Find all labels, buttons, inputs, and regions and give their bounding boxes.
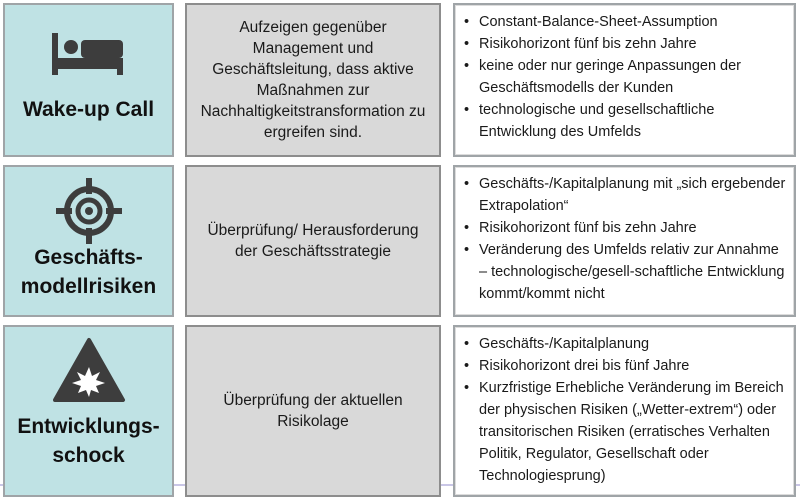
bullet-item: • technologische und gesellschaftliche Entwicklung des Umfelds	[463, 99, 788, 143]
scenario-title-line-1: Entwicklungs-	[17, 415, 160, 438]
scenario-description-cell	[185, 165, 441, 317]
scenario-title-line-2: modellrisiken	[20, 275, 157, 298]
bullet-item: • Risikohorizont fünf bis zehn Jahre	[463, 217, 788, 239]
bullet-item: • Constant-Balance-Sheet-Assumption	[463, 11, 788, 33]
scenario-row-entwicklungsschock	[0, 325, 800, 497]
bullet-list	[463, 11, 788, 143]
scenario-row-geschaeftsmodellrisiken	[0, 165, 800, 317]
target-crosshair-icon	[55, 177, 123, 245]
scenario-title-cell	[3, 165, 174, 317]
scenario-description: Überprüfung/ Herausforderung der Geschäftsstrategie	[207, 222, 419, 260]
icon-container	[5, 177, 172, 245]
scenario-bullets-cell	[453, 165, 796, 317]
bullet-item: • Geschäfts-/Kapitalplanung mit „sich ergebender Extrapolation“	[463, 173, 788, 217]
scenario-description-cell	[185, 3, 441, 157]
bed-icon	[50, 29, 128, 79]
scenario-bullets-cell	[453, 325, 796, 497]
scenario-title-cell	[3, 3, 174, 157]
scenario-description: Aufzeigen gegenüber Management und Geschäftsleitung, dass aktive Maßnahmen zur Nachhaltigkeitstransformation zu ergreifen sind.	[200, 19, 426, 141]
scenario-row-wake-up-call	[0, 3, 800, 157]
bullet-item: • Risikohorizont drei bis fünf Jahre	[463, 355, 788, 377]
scenario-title-cell	[3, 325, 174, 497]
scenario-description: Überprüfung der aktuellen Risikolage	[223, 392, 403, 430]
scenario-bullets-cell	[453, 3, 796, 157]
bullet-item: • keine oder nur geringe Anpassungen der Geschäftsmodells der Kunden	[463, 55, 788, 99]
scenario-description-cell	[185, 325, 441, 497]
bullet-item: • Geschäfts-/Kapitalplanung	[463, 333, 788, 355]
bullet-item: • Kurzfristige Erhebliche Veränderung im Bereich der physischen Risiken („Wetter-extrem“) oder transitorischen Risiken (erratisches Verhalten Politik, Regulator, Gesellschaft oder Technologiesprung)	[463, 377, 788, 487]
bullet-list	[463, 173, 788, 305]
scenario-title-line-2: schock	[52, 444, 125, 467]
bullet-list	[463, 333, 788, 487]
icon-container	[5, 29, 172, 79]
icon-container	[5, 337, 172, 403]
bullet-item: • Veränderung des Umfelds relativ zur Annahme – technologische/gesell-schaftliche Entwicklung kommt/kommt nicht	[463, 239, 788, 305]
warning-explosion-icon	[52, 337, 126, 403]
scenario-title-line-1: Geschäfts-	[34, 246, 143, 269]
bullet-item: • Risikohorizont fünf bis zehn Jahre	[463, 33, 788, 55]
scenario-title: Wake-up Call	[22, 98, 155, 121]
